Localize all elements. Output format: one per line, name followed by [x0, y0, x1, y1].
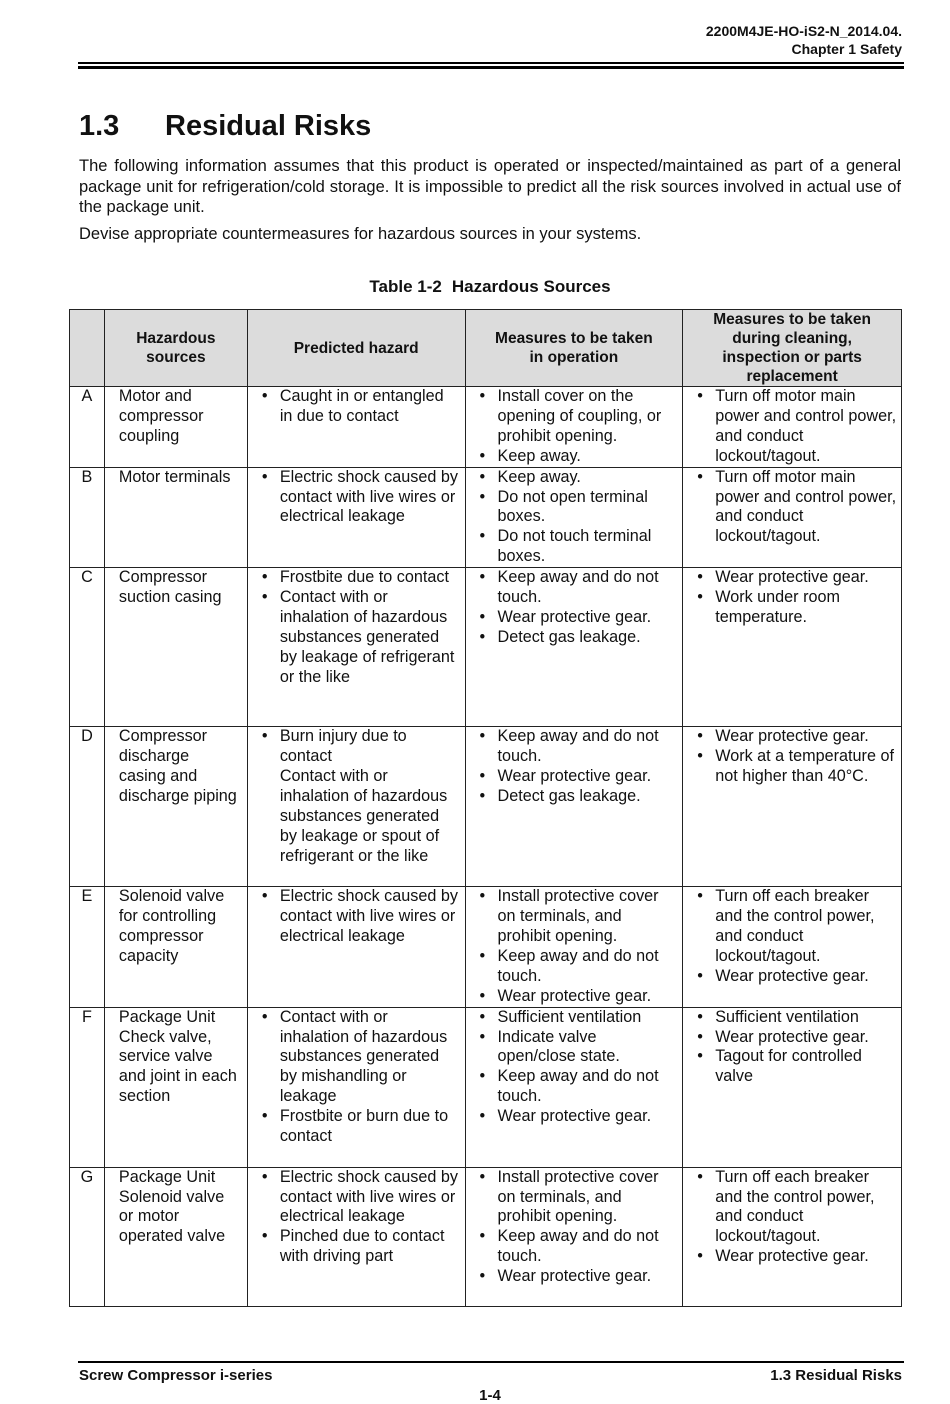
row-letter: F — [70, 1007, 105, 1167]
cleaning-list — [683, 468, 901, 548]
section-heading — [79, 110, 371, 143]
bullet-item: • Tagout for controlled valve — [697, 1047, 897, 1087]
header-letter — [70, 310, 105, 387]
hazardous-source-cell: Compressor suction casing — [104, 568, 247, 727]
bullet-item: • Pinched due to contact with driving part — [262, 1227, 461, 1267]
operation-list — [466, 568, 683, 648]
operation-cell — [465, 568, 683, 727]
intro-paragraph-2: Devise appropriate countermeasures for hazardous sources in your systems. — [79, 224, 642, 243]
operation-list — [466, 1168, 683, 1287]
hazardous-source-cell: Motor terminals — [104, 467, 247, 568]
document-id: 2200M4JE-HO-iS2-N_2014.04. — [705, 23, 902, 39]
bullet-item: • Keep away and do not touch. — [480, 1227, 679, 1267]
bullet-item: • Frostbite or burn due to contact — [262, 1107, 461, 1147]
bullet-item: • Sufficient ventilation — [697, 1008, 897, 1028]
hazard-list — [248, 1008, 465, 1147]
bullet-item: • Install cover on the opening of coupling, or prohibit opening. — [480, 387, 679, 447]
table-row — [70, 467, 902, 568]
section-title: Residual Risks — [165, 110, 372, 142]
row-letter: B — [70, 467, 105, 568]
hazardous-source-cell: Solenoid valve for controlling compressor capacity — [104, 887, 247, 1007]
hazard-list — [248, 727, 465, 866]
bullet-item: • Wear protective gear. — [697, 727, 897, 747]
bullet-item: • Turn off each breaker and the control power, and conduct lockout/tagout. — [697, 1168, 897, 1248]
bullet-item: • Electric shock caused by contact with live wires or electrical leakage — [262, 468, 461, 528]
bullet-item: • Contact with or inhalation of hazardous substances generated by leakage of refrigerant or the like — [262, 588, 461, 688]
table-caption-label: Table 1-2 — [369, 277, 442, 296]
operation-list — [466, 387, 683, 467]
table-row — [70, 887, 902, 1007]
bullet-item: • Wear protective gear. — [697, 568, 897, 588]
cleaning-cell — [683, 887, 902, 1007]
header-rule — [78, 62, 904, 69]
table-row — [70, 568, 902, 727]
operation-list — [466, 887, 683, 1006]
cleaning-cell — [683, 727, 902, 887]
hazard-cell — [247, 387, 465, 468]
hazardous-source-cell: Package Unit Check valve, service valve and joint in each section — [104, 1007, 247, 1167]
cleaning-cell — [683, 467, 902, 568]
bullet-item: • Keep away. — [480, 447, 679, 467]
table-row — [70, 727, 902, 887]
table-row — [70, 387, 902, 468]
table-caption-title: Hazardous Sources — [451, 277, 611, 296]
cleaning-list — [683, 568, 901, 628]
hazard-cell — [247, 1007, 465, 1167]
bullet-item: • Wear protective gear. — [480, 987, 679, 1007]
cleaning-list — [683, 887, 901, 987]
section-number: 1.3 — [79, 110, 120, 142]
bullet-item: • Keep away. — [480, 468, 679, 488]
hazardous-source-cell: Motor and compressor coupling — [104, 387, 247, 468]
bullet-item: • Keep away and do not touch. — [480, 947, 679, 987]
bullet-item: • Turn off motor main power and control power, and conduct lockout/tagout. — [697, 387, 897, 467]
bullet-item: • Detect gas leakage. — [480, 628, 679, 648]
bullet-item: • Indicate valve open/close state. — [480, 1028, 679, 1068]
table-header-row — [70, 310, 902, 387]
bullet-item: • Electric shock caused by contact with live wires or electrical leakage — [262, 887, 461, 947]
hazard-cell — [247, 467, 465, 568]
bullet-item: • Install protective cover on terminals, and prohibit opening. — [480, 1168, 679, 1228]
row-letter: E — [70, 887, 105, 1007]
hazardous-source-cell: Compressor discharge casing and discharge piping — [104, 727, 247, 887]
hazard-list — [248, 568, 465, 687]
bullet-item: • Frostbite due to contact — [262, 568, 461, 588]
operation-list — [466, 468, 683, 568]
bullet-item: • Turn off motor main power and control power, and conduct lockout/tagout. — [697, 468, 897, 548]
cleaning-cell — [683, 1167, 902, 1306]
header-measures-operation: Measures to be taken in operation — [465, 310, 683, 387]
hazard-cell — [247, 887, 465, 1007]
hazard-list — [248, 1168, 465, 1268]
cleaning-list — [683, 1008, 901, 1088]
bullet-item: • Install protective cover on terminals, and prohibit opening. — [480, 887, 679, 947]
bullet-item: • Burn injury due to contact — [262, 727, 461, 767]
operation-cell — [465, 1167, 683, 1306]
bullet-item: • Wear protective gear. — [480, 1107, 679, 1127]
bullet-item: • Sufficient ventilation — [480, 1008, 679, 1028]
bullet-item: • Wear protective gear. — [480, 767, 679, 787]
operation-cell — [465, 727, 683, 887]
bullet-item: • Wear protective gear. — [480, 608, 679, 628]
bullet-item: • Keep away and do not touch. — [480, 727, 679, 767]
operation-list — [466, 727, 683, 807]
page-number: 1-4 — [479, 1387, 501, 1404]
footer-left: Screw Compressor i-series — [79, 1367, 273, 1384]
table-row — [70, 1007, 902, 1167]
intro-text — [79, 156, 901, 250]
bullet-item: • Work at a temperature of not higher than 40°C. — [697, 747, 897, 787]
bullet-item: Contact with or inhalation of hazardous substances generated by leakage or spout of refrigerant or the like — [279, 766, 448, 865]
hazard-cell — [247, 727, 465, 887]
footer-rule — [78, 1361, 904, 1363]
table-row — [70, 1167, 902, 1306]
bullet-item: • Contact with or inhalation of hazardous substances generated by mishandling or leakage — [262, 1008, 461, 1108]
footer-right: 1.3 Residual Risks — [770, 1367, 902, 1384]
bullet-item: • Keep away and do not touch. — [480, 1067, 679, 1107]
hazard-list — [248, 468, 465, 528]
bullet-item: • Turn off each breaker and the control power, and conduct lockout/tagout. — [697, 887, 897, 967]
hazard-list — [248, 887, 465, 947]
operation-cell — [465, 387, 683, 468]
cleaning-list — [683, 387, 901, 467]
bullet-item: • Wear protective gear. — [697, 1028, 897, 1048]
row-letter: G — [70, 1167, 105, 1306]
operation-cell — [465, 467, 683, 568]
bullet-item: • Do not touch terminal boxes. — [480, 527, 679, 567]
hazardous-source-cell: Package Unit Solenoid valve or motor operated valve — [104, 1167, 247, 1306]
header-predicted-hazard: Predicted hazard — [247, 310, 465, 387]
bullet-item: • Wear protective gear. — [480, 1267, 679, 1287]
bullet-item: • Wear protective gear. — [697, 1247, 897, 1267]
operation-cell — [465, 1007, 683, 1167]
bullet-item: • Detect gas leakage. — [480, 787, 679, 807]
bullet-item: • Work under room temperature. — [697, 588, 897, 628]
cleaning-cell — [683, 387, 902, 468]
row-letter: A — [70, 387, 105, 468]
hazard-cell — [247, 568, 465, 727]
bullet-item: • Do not open terminal boxes. — [480, 488, 679, 528]
hazard-cell — [247, 1167, 465, 1306]
row-letter: D — [70, 727, 105, 887]
chapter-title: Chapter 1 Safety — [791, 41, 902, 57]
bullet-item: • Wear protective gear. — [697, 967, 897, 987]
bullet-item: • Keep away and do not touch. — [480, 568, 679, 608]
header-hazardous-sources: Hazardous sources — [104, 310, 247, 387]
hazard-list — [248, 387, 465, 427]
header-measures-cleaning: Measures to be taken during cleaning, inspection or parts replacement — [683, 310, 902, 387]
hazardous-sources-table — [69, 309, 902, 1307]
cleaning-list — [683, 1168, 901, 1268]
row-letter: C — [70, 568, 105, 727]
cleaning-list — [683, 727, 901, 787]
bullet-item: • Caught in or entangled in due to contact — [262, 387, 461, 427]
cleaning-cell — [683, 568, 902, 727]
operation-cell — [465, 887, 683, 1007]
intro-paragraph-1: The following information assumes that this product is operated or inspected/maintained as part of a general package unit for refrigeration/cold storage. It is impossible to predict all the risk sources involved in actual use of the package unit. — [79, 157, 901, 216]
bullet-item: • Electric shock caused by contact with live wires or electrical leakage — [262, 1168, 461, 1228]
operation-list — [466, 1008, 683, 1127]
page-header — [706, 22, 902, 58]
cleaning-cell — [683, 1007, 902, 1167]
table-caption — [0, 277, 950, 297]
